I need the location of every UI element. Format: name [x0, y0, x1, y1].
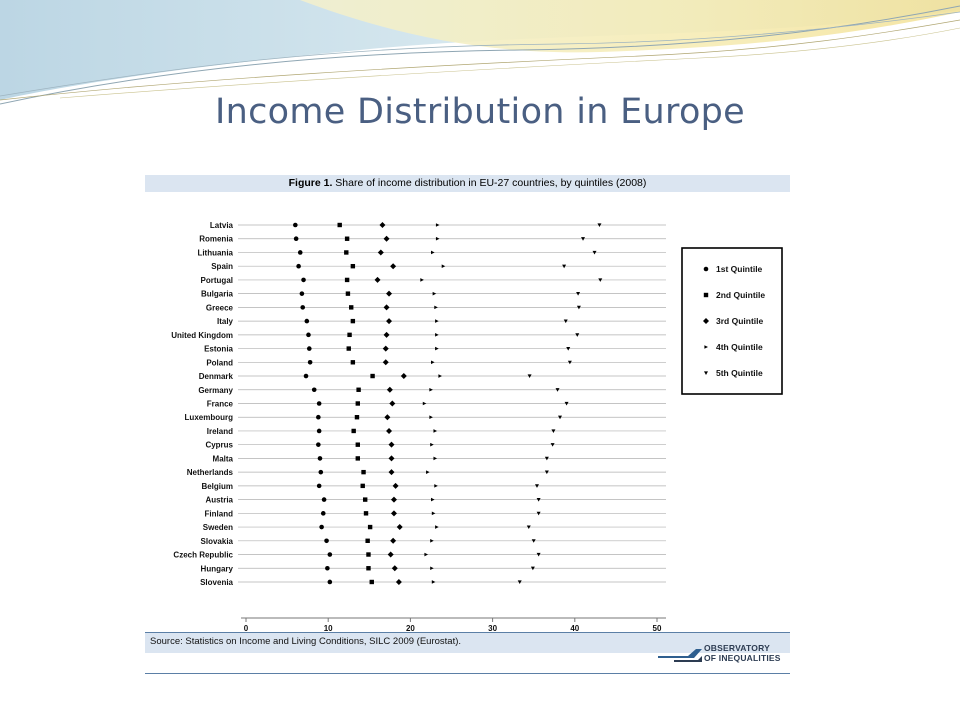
country-labels: [171, 221, 233, 587]
marker-q3-germany: [387, 387, 393, 393]
marker-q1-ireland: [317, 429, 322, 434]
marker-q3-romenia: [384, 236, 390, 242]
country-label-czech-republic: Czech Republic: [173, 550, 233, 560]
marker-q3-sweden: [397, 524, 403, 530]
marker-q2-ireland: [351, 429, 355, 433]
marker-q2-cyprus: [356, 442, 360, 446]
marker-q1-spain: [296, 264, 301, 269]
observatory-logo: [658, 641, 788, 671]
source-note: Source: Statistics on Income and Living Conditions, SILC 2009 (Eurostat).: [150, 636, 462, 647]
country-label-germany: Germany: [198, 385, 233, 395]
marker-q2-spain: [351, 264, 355, 268]
country-label-romenia: Romenia: [199, 234, 233, 244]
figure-caption-text: Share of income distribution in EU-27 countries, by quintiles (2008): [335, 177, 647, 189]
marker-q4-finland: [432, 512, 436, 516]
x-tick-label-30: 30: [488, 624, 498, 632]
legend-label-q3: 3rd Quintile: [716, 316, 764, 326]
x-axis: [241, 618, 666, 632]
marker-q1-slovenia: [328, 580, 333, 585]
country-label-latvia: Latvia: [209, 221, 233, 230]
marker-q1-cyprus: [316, 442, 321, 447]
marker-q3-slovenia: [396, 579, 402, 585]
figure-footer: [145, 632, 790, 675]
marker-q2-netherlands: [361, 470, 365, 474]
marker-q4-bulgaria: [433, 292, 437, 296]
marker-q3-greece: [384, 304, 390, 310]
figure-caption: [145, 175, 790, 192]
marker-q3-finland: [391, 510, 397, 516]
marker-q1-denmark: [304, 374, 309, 379]
country-label-netherlands: Netherlands: [186, 468, 233, 478]
marker-q3-latvia: [379, 222, 385, 228]
country-label-estonia: Estonia: [204, 344, 233, 354]
x-tick-label-0: 0: [243, 624, 249, 632]
marker-q2-greece: [349, 305, 353, 309]
country-label-united-kingdom: United Kingdom: [171, 330, 233, 340]
marker-q2-romenia: [345, 237, 349, 241]
marker-q3-denmark: [401, 373, 407, 379]
marker-q4-austria: [431, 498, 435, 502]
marker-q1-luxembourg: [316, 415, 321, 420]
marker-q3-cyprus: [388, 442, 394, 448]
x-tick-label-40: 40: [570, 624, 580, 632]
logo-line-2: OF INEQUALITIES: [704, 653, 781, 663]
marker-q1-germany: [312, 387, 317, 392]
marker-q3-belgium: [393, 483, 399, 489]
marker-q2-united-kingdom: [347, 333, 351, 337]
marker-q1-hungary: [325, 566, 330, 571]
marker-q4-slovakia: [430, 539, 434, 543]
marker-q4-czech-republic: [424, 553, 428, 557]
figure-panel: [145, 175, 790, 675]
marker-q4-greece: [434, 306, 438, 310]
marker-q2-austria: [363, 497, 367, 501]
marker-q3-italy: [386, 318, 392, 324]
country-label-hungary: Hungary: [200, 564, 233, 574]
country-label-luxembourg: Luxembourg: [184, 413, 233, 423]
marker-q4-latvia: [436, 223, 440, 227]
x-tick-label-10: 10: [323, 624, 333, 632]
marker-q4-belgium: [434, 484, 438, 488]
marker-q1-sweden: [319, 525, 324, 530]
marker-q4-ireland: [433, 429, 437, 433]
marker-q2-hungary: [366, 566, 370, 570]
marker-q4-sweden: [435, 525, 439, 529]
legend-label-q4: 4th Quintile: [716, 342, 763, 352]
legend-marker-q2: [704, 293, 708, 297]
country-label-denmark: Denmark: [198, 372, 233, 382]
marker-q3-bulgaria: [386, 291, 392, 297]
country-label-bulgaria: Bulgaria: [200, 289, 233, 299]
marker-q4-cyprus: [430, 443, 434, 447]
marker-q2-poland: [351, 360, 355, 364]
marker-q1-greece: [300, 305, 305, 310]
marker-q4-portugal: [420, 278, 424, 282]
marker-q1-lithuania: [298, 250, 303, 255]
country-label-slovakia: Slovakia: [200, 536, 233, 546]
marker-q2-finland: [364, 511, 368, 515]
legend-marker-q1: [704, 267, 709, 272]
marker-q1-estonia: [307, 346, 312, 351]
marker-q1-bulgaria: [300, 291, 305, 296]
marker-q3-estonia: [383, 346, 389, 352]
marker-q1-austria: [322, 497, 327, 502]
marker-q1-malta: [318, 456, 323, 461]
country-label-finland: Finland: [204, 509, 233, 519]
marker-q3-spain: [390, 263, 396, 269]
marker-q4-italy: [435, 319, 439, 323]
marker-q2-germany: [356, 388, 360, 392]
marker-q2-lithuania: [344, 250, 348, 254]
marker-q3-netherlands: [388, 469, 394, 475]
marker-q4-united-kingdom: [435, 333, 439, 337]
marker-q1-poland: [308, 360, 313, 365]
marker-q4-netherlands: [426, 470, 430, 474]
marker-q4-spain: [442, 264, 446, 268]
logo-arrow-icon: [658, 646, 702, 662]
slide-title: Income Distribution in Europe: [214, 92, 746, 132]
marker-q1-latvia: [293, 223, 298, 228]
marker-q3-luxembourg: [384, 414, 390, 420]
country-label-france: France: [206, 399, 233, 409]
country-label-spain: Spain: [211, 262, 233, 272]
marker-q4-france: [423, 402, 427, 406]
marker-q2-bulgaria: [346, 291, 350, 295]
marker-q3-lithuania: [378, 249, 384, 255]
legend-label-q1: 1st Quintile: [716, 264, 763, 274]
marker-q1-italy: [305, 319, 310, 324]
legend: [682, 248, 782, 394]
x-tick-label-50: 50: [652, 624, 662, 632]
country-label-belgium: Belgium: [201, 481, 233, 491]
marker-q2-portugal: [345, 278, 349, 282]
marker-q2-latvia: [338, 223, 342, 227]
marker-q3-hungary: [392, 565, 398, 571]
country-label-austria: Austria: [205, 495, 233, 505]
country-label-lithuania: Lithuania: [197, 248, 233, 258]
legend-label-q5: 5th Quintile: [716, 368, 763, 378]
country-label-slovenia: Slovenia: [200, 577, 233, 587]
marker-q1-slovakia: [324, 538, 329, 543]
marker-q3-austria: [391, 497, 397, 503]
marker-q2-denmark: [370, 374, 374, 378]
country-label-greece: Greece: [205, 303, 233, 313]
marker-q2-belgium: [361, 484, 365, 488]
marker-q4-malta: [433, 457, 437, 461]
marker-q3-france: [389, 400, 395, 406]
country-label-portugal: Portugal: [200, 275, 233, 285]
marker-q2-slovenia: [370, 580, 374, 584]
marker-q1-czech-republic: [328, 552, 333, 557]
marker-q4-romenia: [436, 237, 440, 241]
legend-label-q2: 2nd Quintile: [716, 290, 766, 300]
country-label-sweden: Sweden: [202, 523, 233, 533]
marker-q4-hungary: [430, 566, 434, 570]
marker-q4-lithuania: [431, 251, 435, 255]
marker-q1-united-kingdom: [306, 333, 311, 338]
marker-q2-luxembourg: [355, 415, 359, 419]
country-label-ireland: Ireland: [206, 426, 233, 436]
marker-q3-poland: [383, 359, 389, 365]
marker-q4-germany: [429, 388, 433, 392]
marker-q2-slovakia: [365, 539, 369, 543]
figure-label: Figure 1.: [288, 177, 333, 189]
marker-q3-united-kingdom: [384, 332, 390, 338]
marker-q1-belgium: [317, 484, 322, 489]
marker-q2-malta: [356, 456, 360, 460]
marker-q1-netherlands: [319, 470, 324, 475]
marker-q4-denmark: [438, 374, 442, 378]
country-label-malta: Malta: [212, 454, 233, 464]
marker-q3-slovakia: [390, 538, 396, 544]
marker-q1-romenia: [294, 236, 299, 241]
marker-q3-portugal: [375, 277, 381, 283]
marker-q3-ireland: [386, 428, 392, 434]
country-label-poland: Poland: [206, 358, 233, 368]
marker-q2-estonia: [347, 346, 351, 350]
marker-q2-czech-republic: [366, 552, 370, 556]
x-tick-label-20: 20: [405, 624, 415, 632]
marker-q4-slovenia: [432, 580, 436, 584]
marker-q1-finland: [321, 511, 326, 516]
marker-q4-estonia: [435, 347, 439, 351]
marker-q3-czech-republic: [388, 552, 394, 558]
country-label-cyprus: Cyprus: [205, 440, 233, 450]
marker-q2-sweden: [368, 525, 372, 529]
marker-q3-malta: [388, 455, 394, 461]
logo-line-1: OBSERVATORY: [704, 643, 770, 653]
marker-q1-france: [317, 401, 322, 406]
marker-q4-poland: [431, 361, 435, 365]
marker-q2-italy: [351, 319, 355, 323]
marker-q4-luxembourg: [429, 415, 433, 419]
marker-q2-france: [356, 401, 360, 405]
footer-rule: [145, 673, 790, 674]
country-label-italy: Italy: [216, 317, 233, 327]
marker-q1-portugal: [301, 278, 306, 283]
dot-plot-chart: [145, 192, 790, 632]
